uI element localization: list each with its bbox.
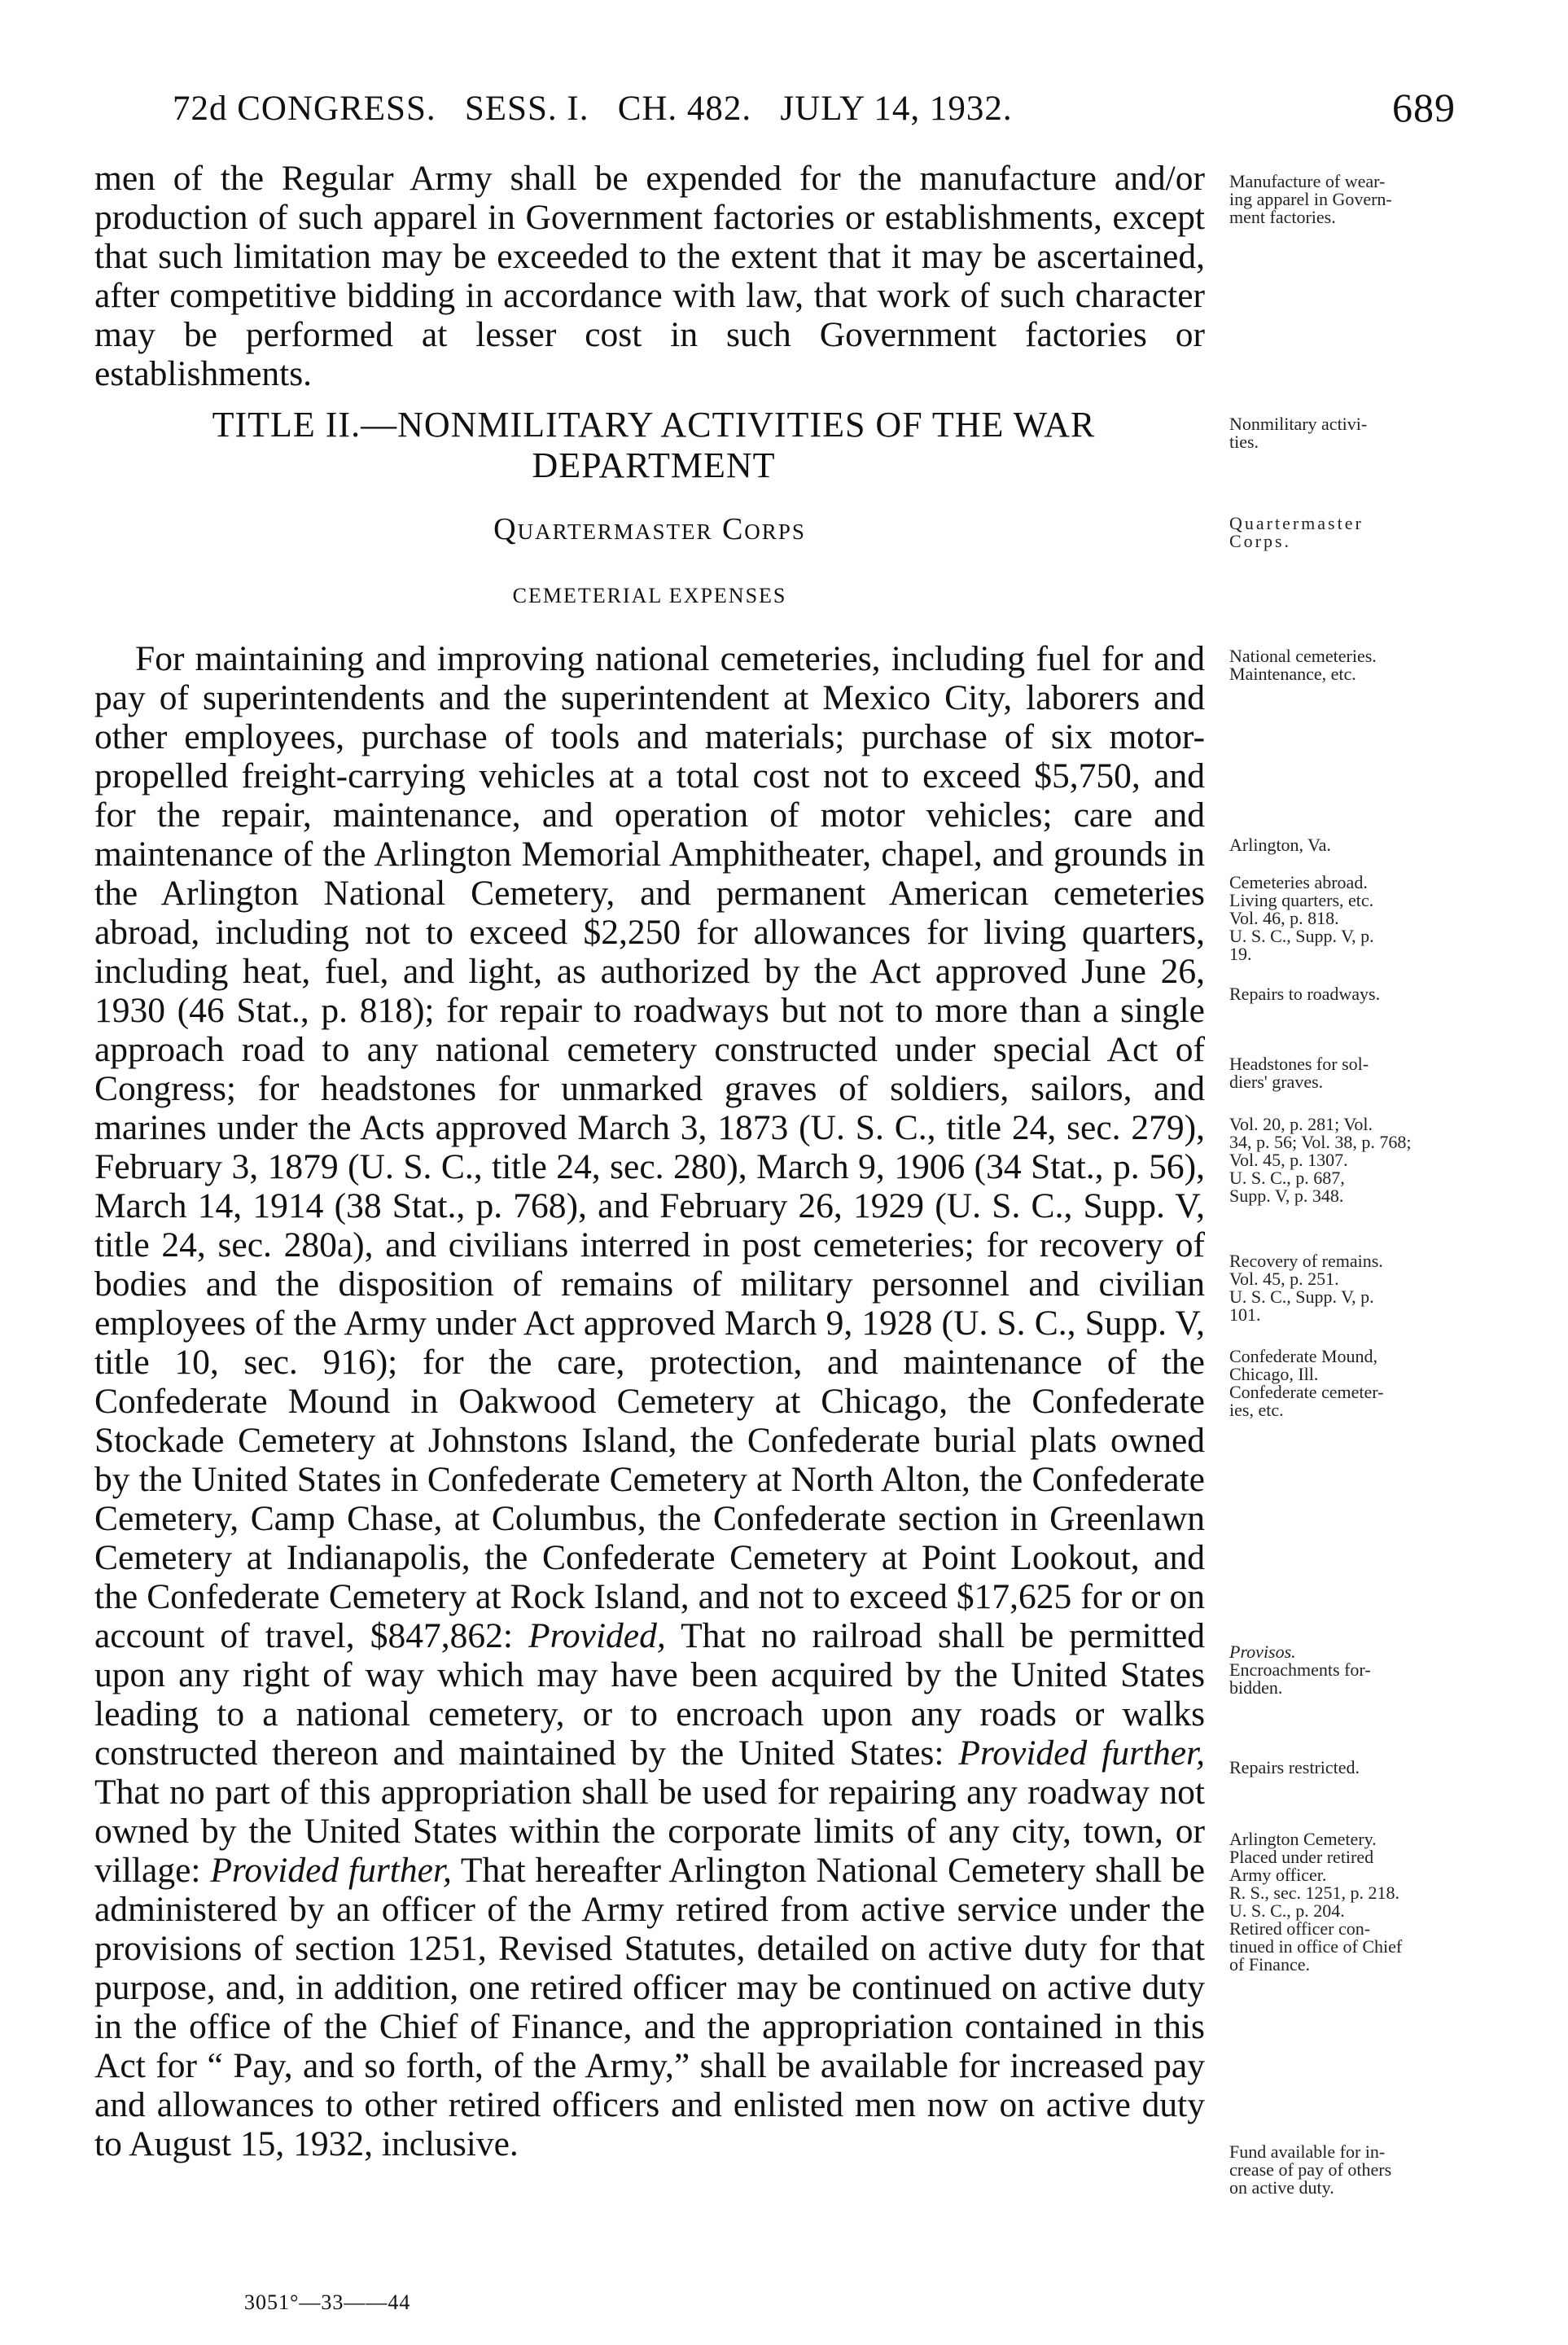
margin-line: 101. [1229,1304,1261,1325]
printer-signature: 3051°—33——44 [244,2290,411,2314]
margin-note-national-cemeteries [1229,647,1474,683]
margin-line: U. S. C., Supp. V, p. [1229,1286,1374,1307]
margin-note-repairs-restricted [1229,1759,1474,1777]
para-part-3: That no part of this appropriation shall be used for repairing any roadway not owned by the United States within the corporate limits of any city, town, or village: [94,1773,1205,1890]
margin-line: of Finance. [1229,1954,1310,1975]
margin-note-recovery [1229,1252,1474,1324]
margin-line: Living quarters, etc. [1229,890,1374,910]
margin-line: 19. [1229,944,1252,964]
margin-line: Repairs restricted. [1229,1757,1360,1777]
margin-note-arlington-cemetery [1229,1830,1474,1974]
main-paragraph-text [94,639,1205,2163]
margin-line: Maintenance, etc. [1229,664,1356,684]
margin-note-quartermaster [1229,515,1474,550]
margin-line: on active duty. [1229,2177,1334,2198]
margin-note-roadways [1229,985,1474,1003]
margin-line: Army officer. [1229,1865,1327,1885]
margin-line: Arlington Cemetery. [1229,1829,1377,1849]
margin-line: Provisos. [1229,1642,1296,1662]
margin-line: Nonmilitary activi- [1229,414,1368,434]
margin-line: Chicago, Ill. [1229,1364,1319,1384]
margin-line: Arlington, Va. [1229,835,1331,855]
margin-line: Retired officer con- [1229,1918,1371,1939]
margin-line: Confederate Mound, [1229,1346,1378,1366]
margin-line: diers' graves. [1229,1072,1324,1092]
margin-line: Encroachments for- [1229,1659,1371,1680]
para-part-1: For maintaining and improving national cemeteries, including fuel for and pay of superintendents and the superintendent at Mexico City, laborers and other employees, purchase of tools and materials; purchase of six motor-propelled freight-carrying vehicles at a total cost not to exceed $5,750, and for the repair, maintenance, and operation of motor vehicles; care and maintenance of the Arlington Memorial Amphitheater, chapel, and grounds in the Arlington National Cemetery, and permanent American cemeteries abroad, including not to exceed $2,250 for allowances for living quarters, including heat, fuel, and light, as authorized by the Act approved June 26, 1930 (46 Stat., p. 818); for repair to roadways but not to more than a single approach road to any national cemetery constructed under special Act of Congress; for headstones for unmarked graves of soldiers, sailors, and marines under the Acts approved March 3, 1873 (U. S. C., title 24, sec. 279), February 3, 1879 (U. S. C., title 24, sec. 280), March 9, 1906 (34 Stat., p. 56), March 14, 1914 (38 Stat., p. 768), and February 26, 1929 (U. S. C., Supp. V, title 24, sec. 280a), and civilians interred in post cemeteries; for recovery of bodies and the disposition of remains of military personnel and civilian employees of the Army under Act approved March 9, 1928 (U. S. C., Supp. V, title 10, sec. 916); for the care, protection, and maintenance of the Confederate Mound in Oakwood Cemetery at Chicago, the Confederate Stockade Cemetery at Johnstons Island, the Confederate burial plats owned by the United States in Confederate Cemetery at North Alton, the Confederate Cemetery, Camp Chase, at Columbus, the Confederate section in Greenlawn Cemetery at Indianapolis, the Confederate Cemetery at Point Lookout, and the Confederate Cemetery at Rock Island, and not to exceed $17,625 for or on account of travel, $847,862: [94,639,1205,1655]
margin-line: National cemeteries. [1229,646,1377,666]
margin-line: Manufacture of wear- [1229,171,1386,191]
margin-line: Headstones for sol- [1229,1054,1369,1074]
section-subheading: CEMETERIAL EXPENSES [512,584,787,607]
page-number: 689 [1392,85,1456,130]
margin-line: Vol. 20, p. 281; Vol. [1229,1114,1373,1134]
provided-2: Provided further, [958,1734,1206,1773]
margin-line: ing apparel in Govern- [1229,189,1392,209]
margin-line: Fund available for in- [1229,2141,1386,2162]
margin-line: Supp. V, p. 348. [1229,1186,1344,1206]
margin-note-nonmilitary [1229,415,1474,451]
running-head-text: 72d CONGRESS. SESS. I. CH. 482. JULY 14, 1932. [173,90,1013,128]
margin-line: U. S. C., Supp. V, p. [1229,926,1374,946]
margin-note-volumes [1229,1116,1474,1205]
provided-1: Provided, [528,1616,666,1655]
margin-line: Placed under retired [1229,1847,1374,1867]
opening-paragraph [94,159,1205,393]
margin-note-manufacture [1229,173,1474,226]
opening-text: men of the Regular Army shall be expended for the manufacture and/or production of such apparel in Government factories or establishments, except that such limitation may be exceeded to the extent that it may be ascertained, after competitive bidding in accordance with law, that work of such character may be performed at lesser cost in such Government factories or establishments. [94,159,1205,393]
margin-note-cemeteries-abroad [1229,874,1474,963]
margin-line: Confederate cemeter- [1229,1382,1384,1402]
margin-line: Vol. 45, p. 1307. [1229,1150,1348,1170]
margin-line: R. S., sec. 1251, p. 218. [1229,1883,1399,1903]
margin-line: tinued in office of Chief [1229,1936,1403,1957]
margin-line: Recovery of remains. [1229,1251,1383,1271]
margin-note-headstones [1229,1055,1474,1091]
running-head [173,85,1456,130]
margin-line: Repairs to roadways. [1229,984,1381,1004]
margin-line: Cemeteries abroad. [1229,872,1368,892]
provided-3: Provided further, [210,1851,452,1890]
margin-line: Quartermaster [1229,513,1364,533]
margin-line: ment factories. [1229,207,1336,227]
margin-note-fund [1229,2143,1474,2197]
corps-heading: Quartermaster Corps [493,512,806,546]
margin-line: ies, etc. [1229,1400,1284,1420]
margin-line: U. S. C., p. 204. [1229,1900,1345,1921]
margin-note-arlington-va [1229,836,1474,854]
margin-line: 34, p. 56; Vol. 38, p. 768; [1229,1132,1412,1152]
margin-note-confederate [1229,1348,1474,1419]
margin-line: Vol. 46, p. 818. [1229,908,1339,928]
margin-line: Corps. [1229,531,1292,551]
title-heading: TITLE II.—NONMILITARY ACTIVITIES OF THE WAR DEPARTMENT [212,405,1096,485]
main-paragraph [94,639,1205,2163]
para-part-4: That hereafter Arlington National Cemetery shall be administered by an officer of the Army retired from active service under the provisions of section 1251, Revised Statutes, detailed on active duty for that purpose, and, in addition, one retired officer may be continued on active duty in the office of the Chief of Finance, and the appropriation contained in this Act for “ Pay, and so forth, of the Army,” shall be available for increased pay and allowances to other retired officers and enlisted men now on active duty to August 15, 1932, inclusive. [94,1851,1206,2163]
margin-line: ties. [1229,432,1259,452]
margin-line: bidden. [1229,1677,1283,1698]
margin-line: crease of pay of others [1229,2159,1392,2180]
margin-line: U. S. C., p. 687, [1229,1168,1345,1188]
margin-note-provisos [1229,1643,1474,1697]
margin-line: Vol. 45, p. 251. [1229,1269,1339,1289]
para-part-2: That no railroad shall be permitted upon any right of way which may have been acquired by the United States leading to a national cemetery, or to encroach upon any roads or walks constructed thereon and maintained by the United States: [94,1616,1205,1773]
